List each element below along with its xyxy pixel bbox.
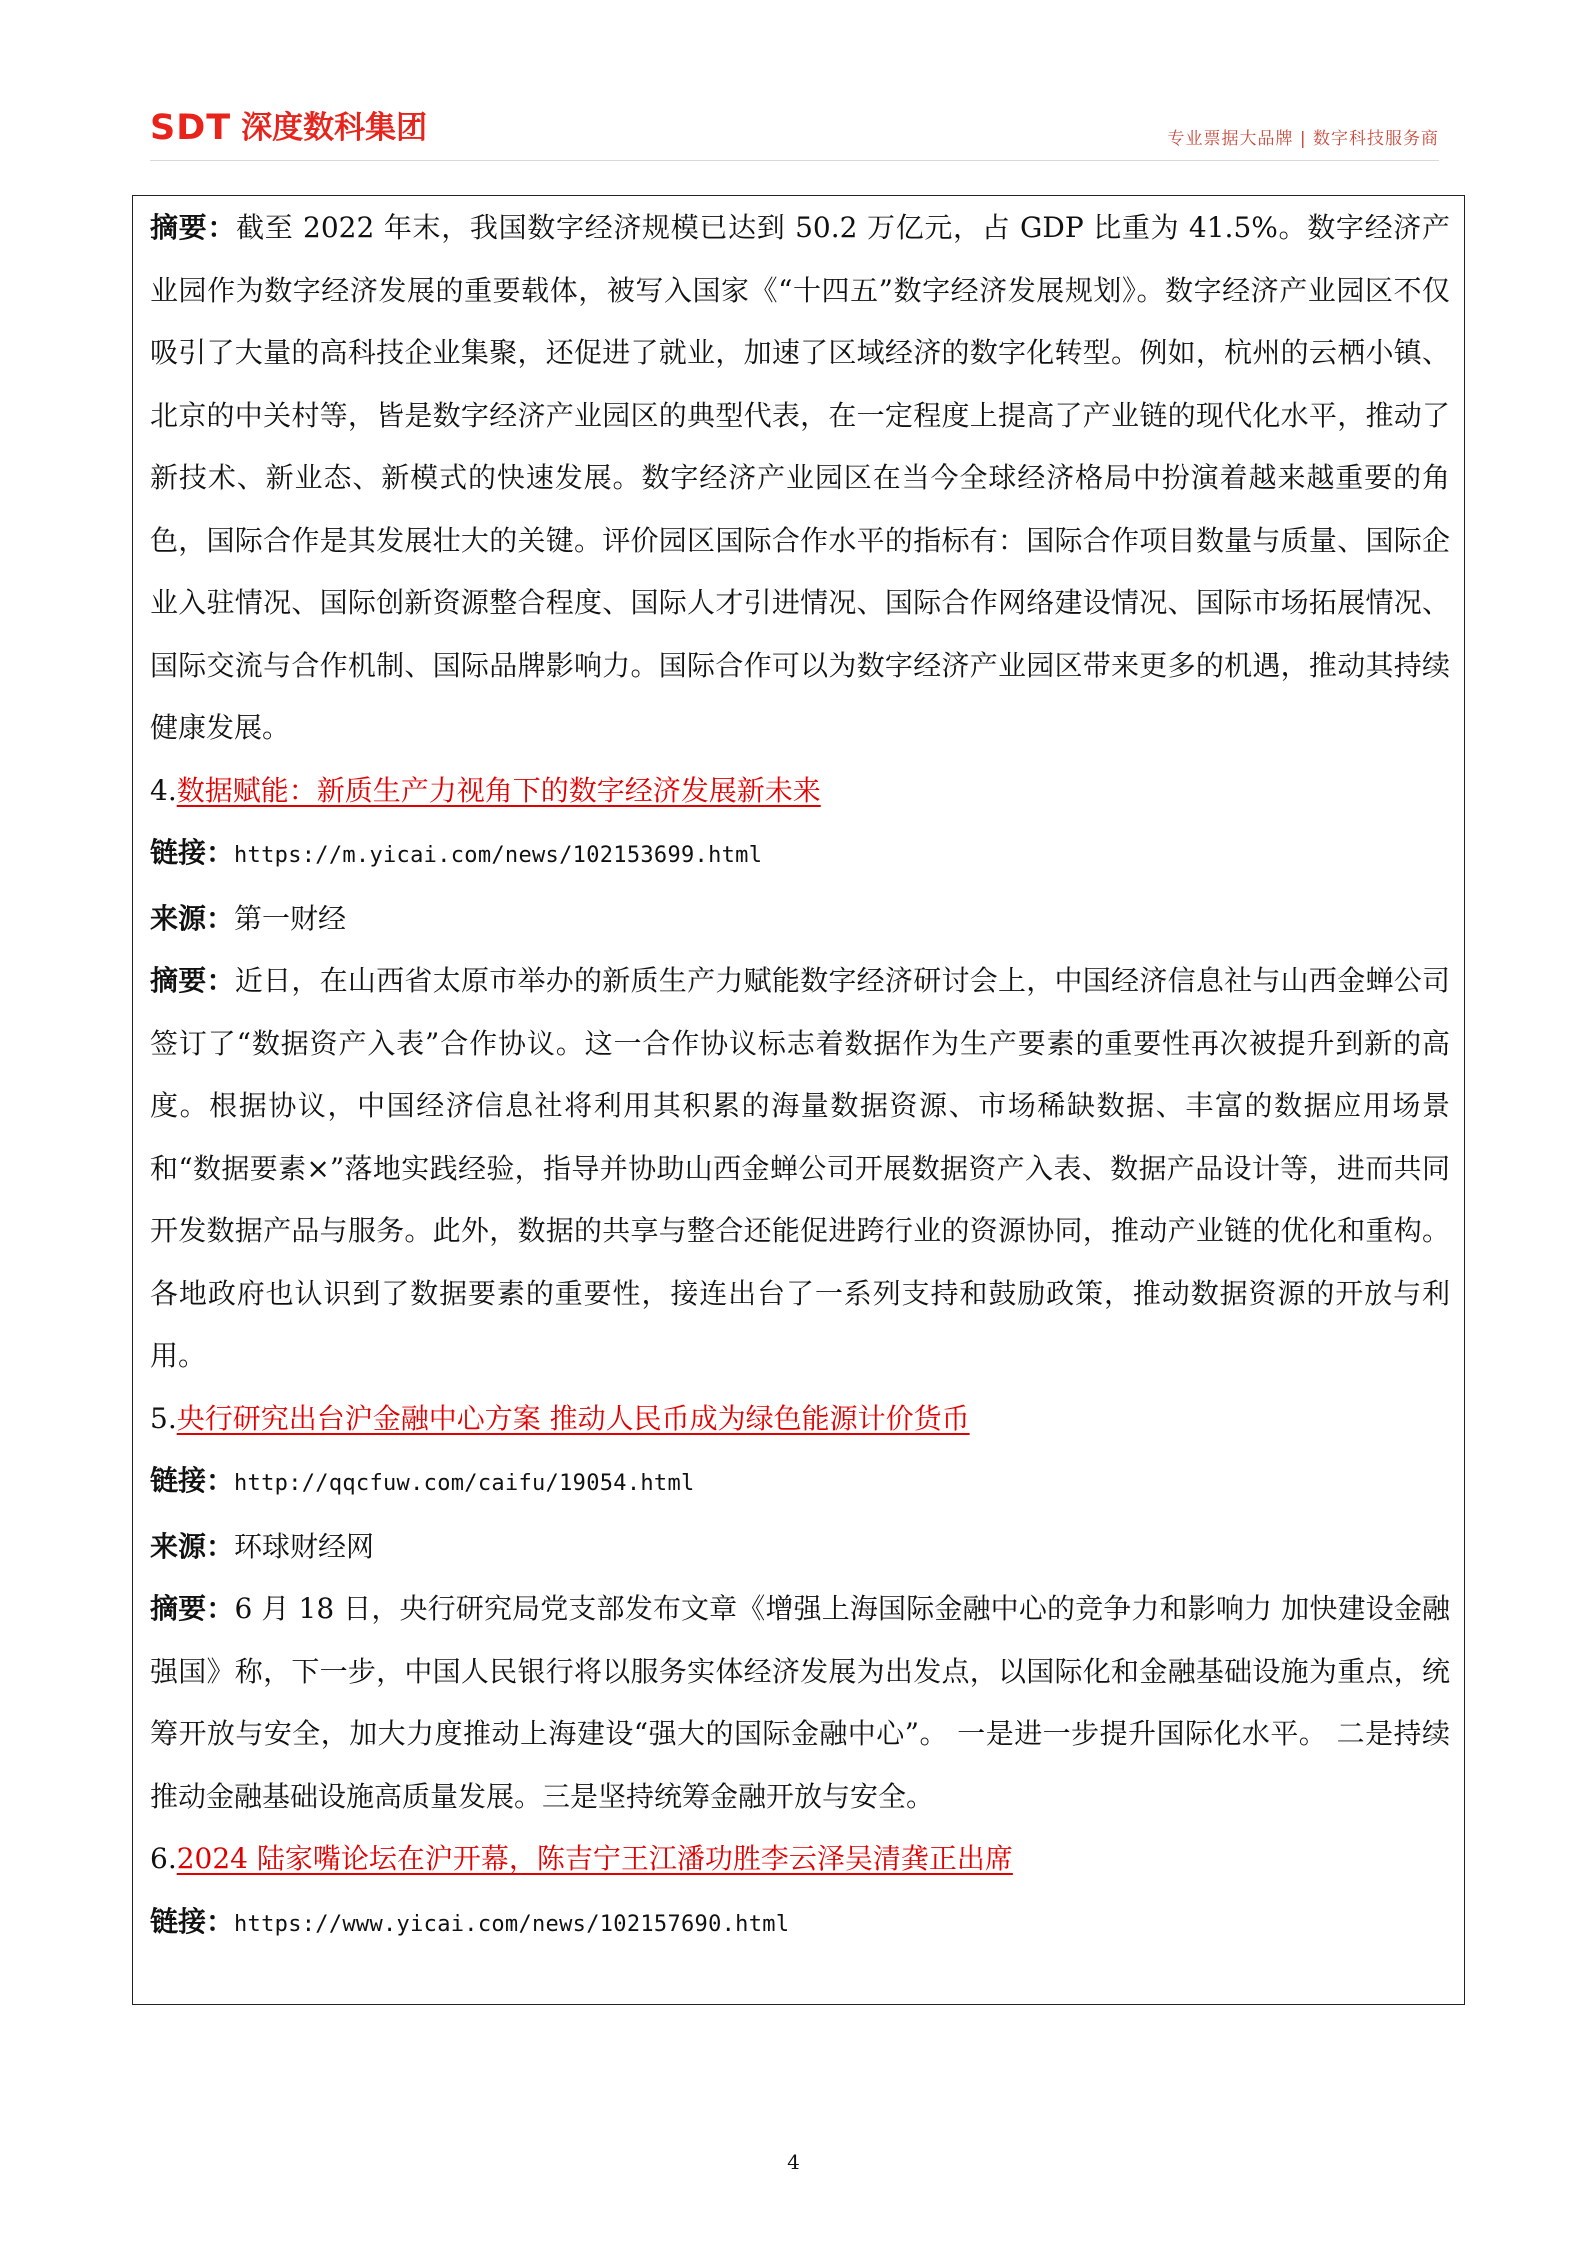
news-link-row: [150, 822, 1450, 888]
news-url[interactable]: https://www.yicai.com/news/102157690.html: [234, 1911, 790, 1937]
news-source-row: [150, 1516, 1450, 1579]
link-label: 链接：: [150, 1904, 235, 1938]
source-label: 来源：: [150, 901, 235, 935]
abstract-label: 摘要：: [150, 964, 235, 997]
link-label: 链接：: [150, 836, 235, 869]
logo-name: 深度数科集团: [241, 110, 428, 146]
news-abstract: [150, 1578, 1450, 1828]
news-title-link[interactable]: 数据赋能：新质生产力视角下的数字经济发展新未来: [176, 773, 821, 807]
news-source-row: [150, 888, 1450, 951]
news-content: [150, 197, 1450, 1956]
news-source: 第一财经: [234, 901, 347, 935]
news-url[interactable]: https://m.yicai.com/news/102153699.html: [234, 843, 763, 868]
logo-mark: SDT: [150, 108, 232, 148]
abstract-label: 摘要：: [150, 211, 237, 244]
page-number: 4: [787, 2150, 800, 2174]
item-number: 4.: [150, 773, 177, 807]
news-item-title: [150, 1388, 1450, 1451]
source-label: 来源：: [150, 1529, 235, 1563]
abstract-label: 摘要：: [150, 1592, 235, 1625]
abstract-text: 近日，在山西省太原市举办的新质生产力赋能数字经济研讨会上，中国经济信息社与山西金蝉公司签订了“数据资产入表”合作协议。这一合作协议标志着数据作为生产要素的重要性再次被提升到新的高度。根据协议，中国经济信息社将利用其积累的海量数据资源、市场稀缺数据、丰富的数据应用场景和“数据要素×”落地实践经验，指导并协助山西金蝉公司开展数据资产入表、数据产品设计等，进而共同开发数据产品与服务。此外，数据的共享与整合还能促进跨行业的资源协同，推动产业链的优化和重构。各地政府也认识到了数据要素的重要性，接连出台了一系列支持和鼓励政策，推动数据资源的开放与利用。: [150, 964, 1450, 1372]
news-title-link[interactable]: 央行研究出台沪金融中心方案 推动人民币成为绿色能源计价货币: [176, 1401, 970, 1435]
news-title-link[interactable]: 2024 陆家嘴论坛在沪开幕，陈吉宁王江潘功胜李云泽吴清龚正出席: [176, 1842, 1013, 1875]
news-link-row: [150, 1891, 1450, 1957]
top-abstract: [150, 197, 1450, 760]
link-label: 链接：: [150, 1464, 235, 1497]
header-tagline: 专业票据大品牌 | 数字科技服务商: [1167, 129, 1439, 149]
header-divider: [150, 160, 1439, 161]
company-logo: [150, 108, 428, 148]
news-item-title: [150, 760, 1450, 823]
item-number: 6.: [150, 1842, 177, 1875]
news-link-row: [150, 1450, 1450, 1516]
news-item-title: [150, 1828, 1450, 1891]
news-abstract: [150, 950, 1450, 1388]
abstract-text: 截至 2022 年末，我国数字经济规模已达到 50.2 万亿元，占 GDP 比重为 41.5%。数字经济产业园作为数字经济发展的重要载体，被写入国家《“十四五”数字经济发展规划》。数字经济产业园区不仅吸引了大量的高科技企业集聚，还促进了就业，加速了区域经济的数字化转型。例如，杭州的云栖小镇、北京的中关村等，皆是数字经济产业园区的典型代表，在一定程度上提高了产业链的现代化水平，推动了新技术、新业态、新模式的快速发展。数字经济产业园区在当今全球经济格局中扮演着越来越重要的角色，国际合作是其发展壮大的关键。评价园区国际合作水平的指标有：国际合作项目数量与质量、国际企业入驻情况、国际创新资源整合程度、国际人才引进情况、国际合作网络建设情况、国际市场拓展情况、国际交流与合作机制、国际品牌影响力。国际合作可以为数字经济产业园区带来更多的机遇，推动其持续健康发展。: [150, 211, 1450, 744]
abstract-text: 6 月 18 日，央行研究局党支部发布文章《增强上海国际金融中心的竞争力和影响力 加快建设金融强国》称，下一步，中国人民银行将以服务实体经济发展为出发点，以国际化和金融基础设施为重点，统筹开放与安全，加大力度推动上海建设“强大的国际金融中心”。 一是进一步提升国际化水平。 二是持续推动金融基础设施高质量发展。三是坚持统筹金融开放与安全。: [150, 1592, 1450, 1813]
item-number: 5.: [150, 1401, 177, 1435]
news-url[interactable]: http://qqcfuw.com/caifu/19054.html: [234, 1471, 695, 1496]
news-source: 环球财经网: [234, 1529, 375, 1563]
